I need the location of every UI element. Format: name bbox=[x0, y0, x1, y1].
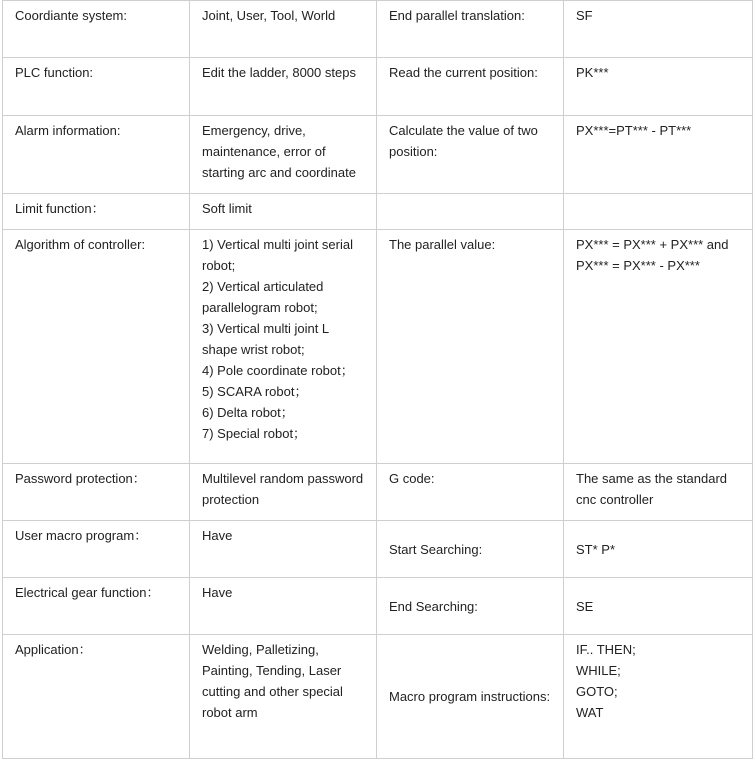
specification-table bbox=[2, 0, 753, 759]
table-row bbox=[3, 230, 753, 464]
spec-label-cell: End Searching: bbox=[377, 578, 564, 635]
table-row bbox=[3, 194, 753, 230]
spec-label-cell: Electrical gear function： bbox=[3, 578, 190, 635]
spec-value-cell: The same as the standard cnc controller bbox=[564, 464, 753, 521]
spec-value-cell: ST* P* bbox=[564, 521, 753, 578]
spec-value-cell: Welding, Palletizing, Painting, Tending, Laser cutting and other special robot arm bbox=[190, 635, 377, 759]
spec-label-cell: Alarm information: bbox=[3, 116, 190, 194]
spec-value-cell: Multilevel random password protection bbox=[190, 464, 377, 521]
table-row bbox=[3, 578, 753, 635]
spec-value-cell: PX***=PT*** - PT*** bbox=[564, 116, 753, 194]
spec-value-cell: IF.. THEN; WHILE; GOTO; WAT bbox=[564, 635, 753, 759]
table-row bbox=[3, 58, 753, 116]
table-row bbox=[3, 464, 753, 521]
spec-value-cell: PX*** = PX*** + PX*** and PX*** = PX*** - PX*** bbox=[564, 230, 753, 464]
spec-value-cell: Have bbox=[190, 521, 377, 578]
table-row bbox=[3, 635, 753, 759]
spec-value-cell: SF bbox=[564, 1, 753, 58]
table-row bbox=[3, 116, 753, 194]
spec-label-cell: The parallel value: bbox=[377, 230, 564, 464]
spec-value-cell: PK*** bbox=[564, 58, 753, 116]
spec-value-cell: Emergency, drive, maintenance, error of starting arc and coordinate bbox=[190, 116, 377, 194]
spec-label-cell: PLC function: bbox=[3, 58, 190, 116]
spec-value-cell: SE bbox=[564, 578, 753, 635]
spec-value-cell: Edit the ladder, 8000 steps bbox=[190, 58, 377, 116]
spec-label-cell: User macro program： bbox=[3, 521, 190, 578]
spec-label-cell: G code: bbox=[377, 464, 564, 521]
spec-label-cell: Coordiante system: bbox=[3, 1, 190, 58]
spec-label-cell: Application： bbox=[3, 635, 190, 759]
spec-label-cell: Macro program instructions: bbox=[377, 635, 564, 759]
spec-label-cell: Password protection： bbox=[3, 464, 190, 521]
spec-value-cell: 1) Vertical multi joint serial robot; 2) Vertical articulated parallelogram robot; 3) Vertical multi joint L shape wrist robot; 4) Pole coordinate robot； 5) SCARA robot； 6) Delta robot； 7) Special robot； bbox=[190, 230, 377, 464]
spec-label-cell: Limit function： bbox=[3, 194, 190, 230]
spec-label-cell: Read the current position: bbox=[377, 58, 564, 116]
table-row bbox=[3, 1, 753, 58]
spec-label-cell: Calculate the value of two position: bbox=[377, 116, 564, 194]
spec-label-cell: End parallel translation: bbox=[377, 1, 564, 58]
spec-value-cell: Have bbox=[190, 578, 377, 635]
table-row bbox=[3, 521, 753, 578]
spec-value-cell bbox=[564, 194, 753, 230]
spec-label-cell bbox=[377, 194, 564, 230]
spec-label-cell: Start Searching: bbox=[377, 521, 564, 578]
spec-value-cell: Soft limit bbox=[190, 194, 377, 230]
spec-label-cell: Algorithm of controller: bbox=[3, 230, 190, 464]
spec-value-cell: Joint, User, Tool, World bbox=[190, 1, 377, 58]
